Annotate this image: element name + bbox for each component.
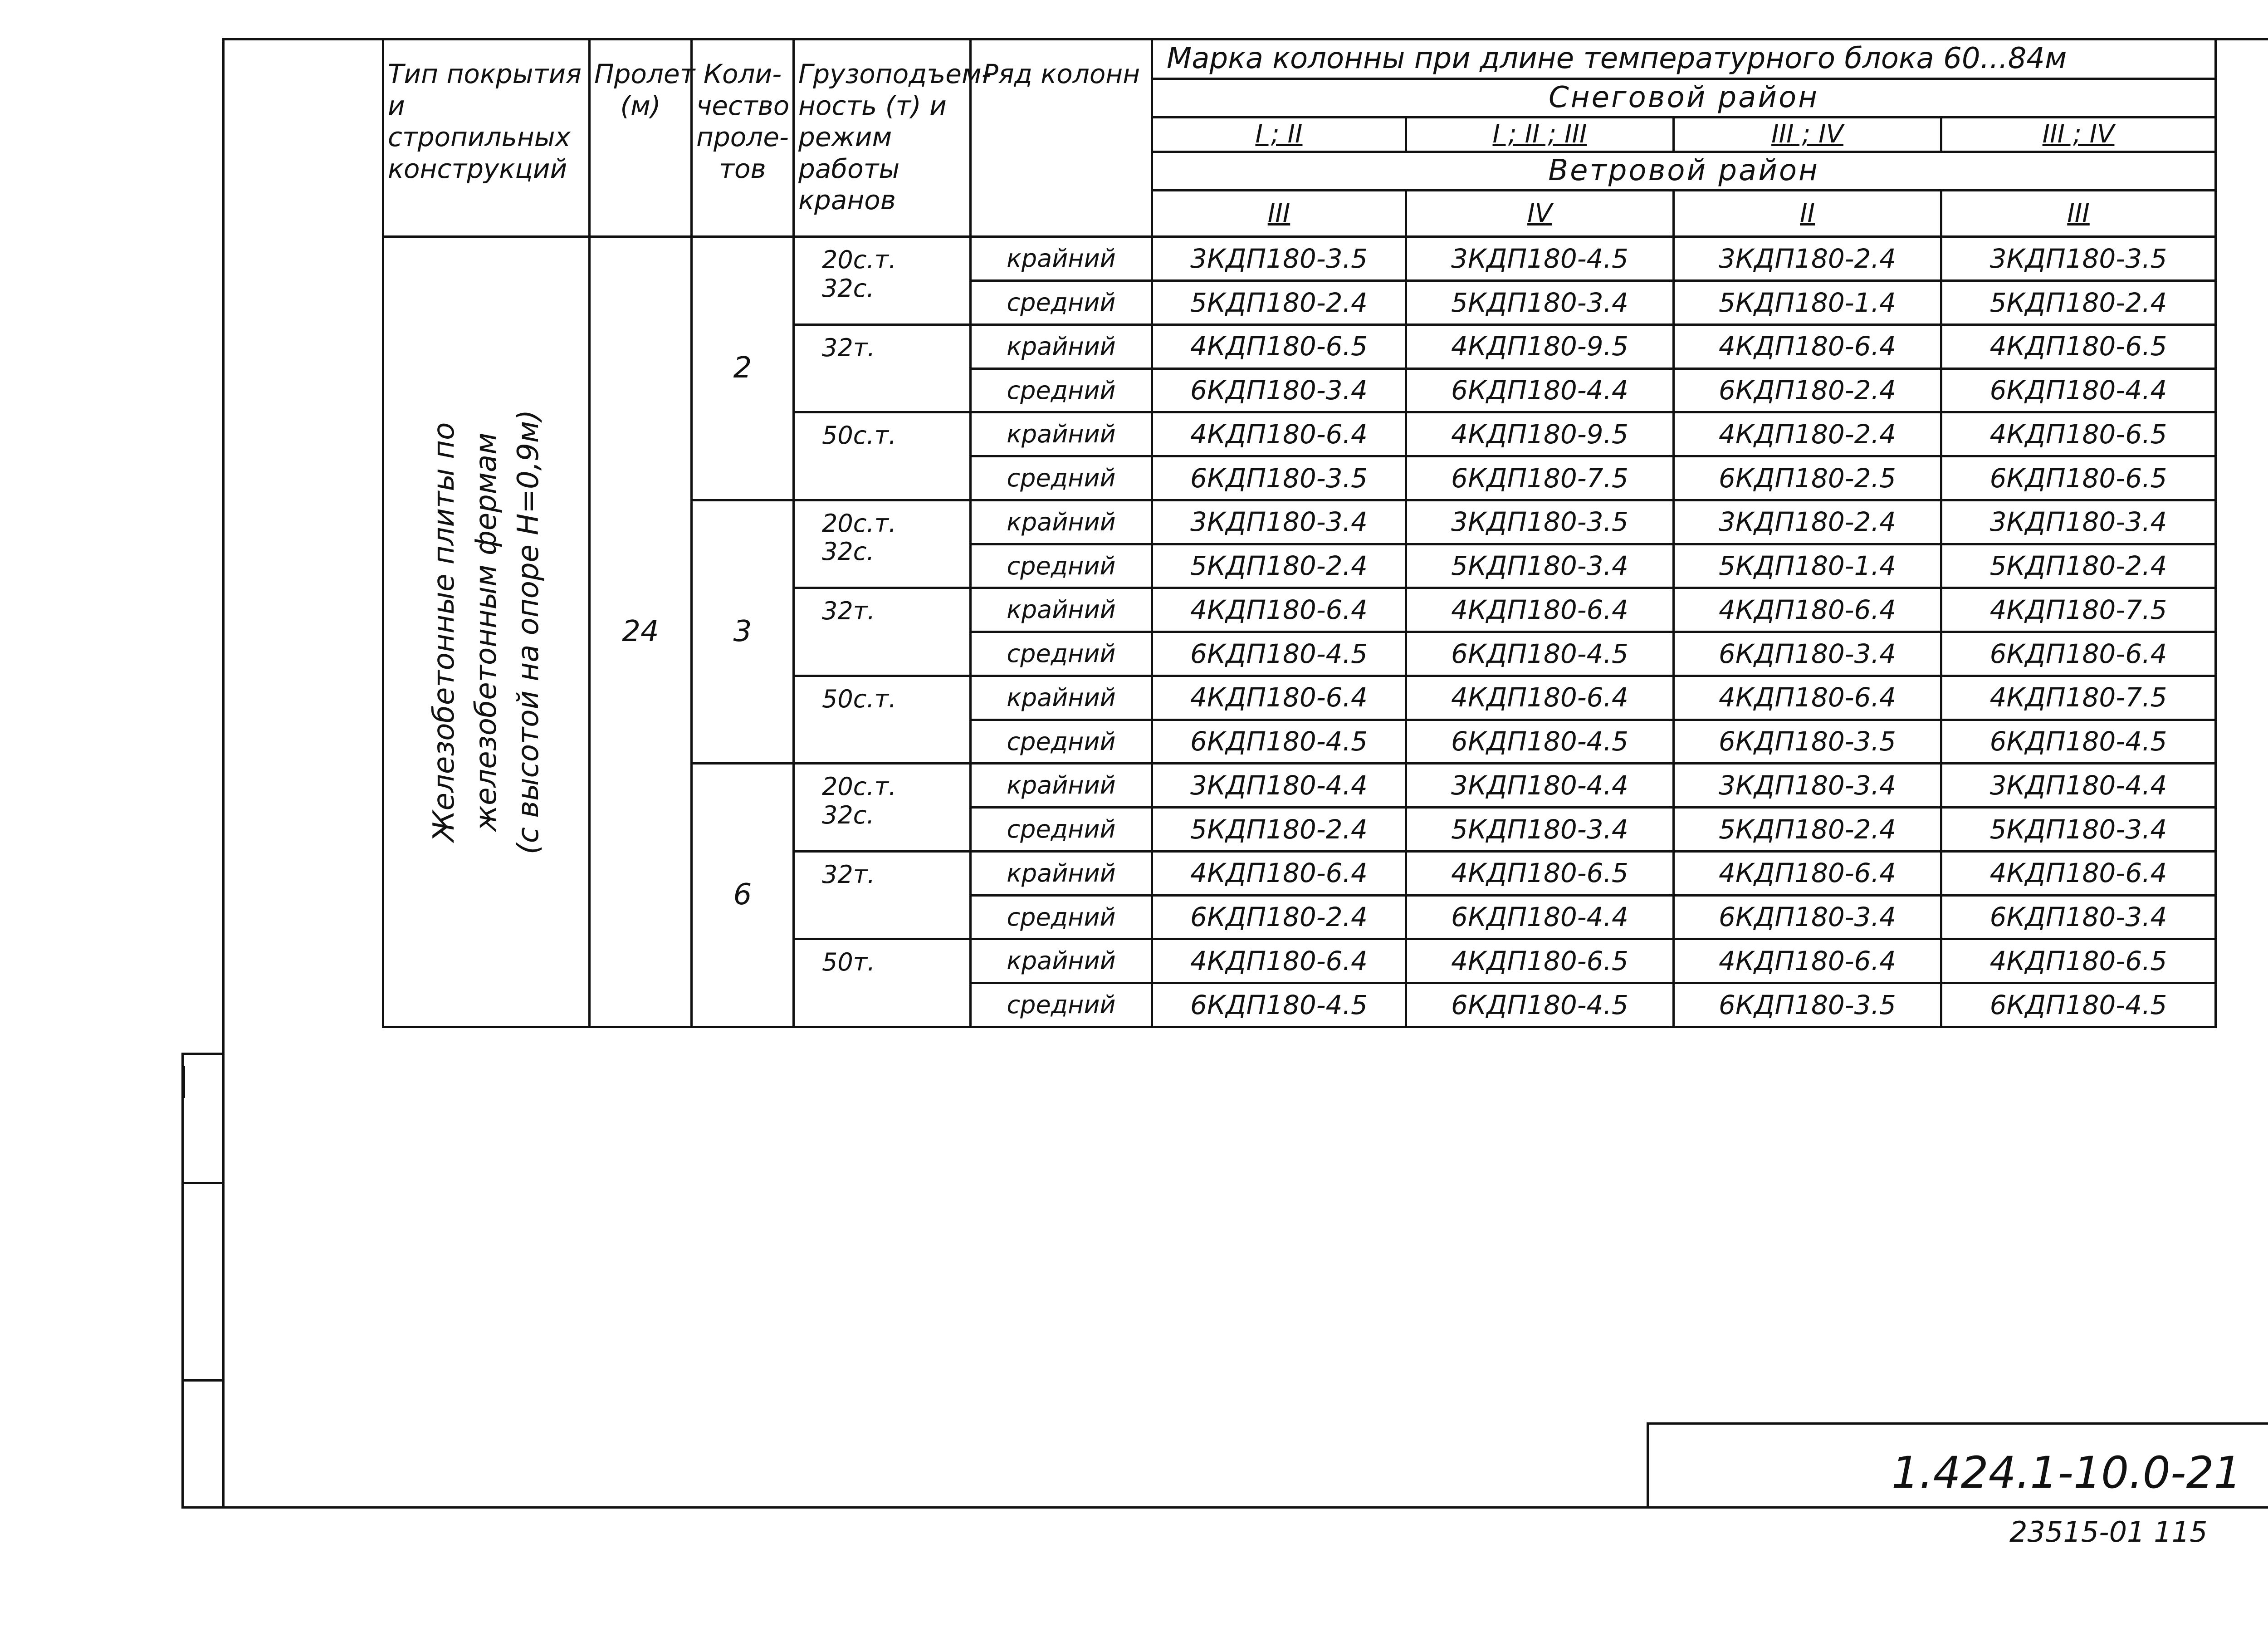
column-mark: 6КДП180-3.5 bbox=[1674, 983, 1941, 1027]
column-mark: 5КДП180-2.4 bbox=[1152, 544, 1406, 588]
column-mark: 6КДП180-4.4 bbox=[1406, 895, 1674, 939]
wind-region-value: II bbox=[1674, 191, 1941, 237]
column-mark: 6КДП180-7.5 bbox=[1406, 456, 1674, 500]
column-mark: 6КДП180-3.4 bbox=[1674, 632, 1941, 676]
column-mark: 3КДП180-4.5 bbox=[1406, 237, 1674, 281]
snow-region-value: I ; II ; III bbox=[1406, 118, 1674, 152]
column-mark: 3КДП180-3.4 bbox=[1674, 764, 1941, 808]
snow-region-value: I ; II bbox=[1152, 118, 1406, 152]
column-mark: 4КДП180-6.5 bbox=[1941, 412, 2216, 456]
header-wind-region: Ветровой район bbox=[1152, 152, 2216, 190]
column-mark: 5КДП180-1.4 bbox=[1674, 281, 1941, 325]
column-mark: 5КДП180-2.4 bbox=[1152, 281, 1406, 325]
column-mark: 6КДП180-3.5 bbox=[1152, 456, 1406, 500]
snow-region-value: III ; IV bbox=[1941, 118, 2216, 152]
column-marks-table bbox=[382, 38, 2217, 1028]
column-mark: 4КДП180-6.4 bbox=[1152, 412, 1406, 456]
crane-load-value: 20с.т. 32с. bbox=[794, 764, 971, 852]
roof-type-line: железобетонным фермам bbox=[469, 432, 503, 832]
span-count-value: 6 bbox=[692, 764, 794, 1027]
span-count-value: 3 bbox=[692, 500, 794, 764]
column-mark: 4КДП180-6.4 bbox=[1152, 676, 1406, 720]
column-mark: 3КДП180-4.4 bbox=[1152, 764, 1406, 808]
header-roof-type: Тип покрытия и стропильных конструкций bbox=[383, 39, 590, 237]
crane-load-value: 20с.т. 32с. bbox=[794, 500, 971, 588]
column-mark: 6КДП180-6.5 bbox=[1941, 456, 2216, 500]
header-snow-region: Снеговой район bbox=[1152, 78, 2216, 117]
binding-strip-tick-2 bbox=[181, 1182, 223, 1184]
column-mark: 4КДП180-6.5 bbox=[1152, 324, 1406, 368]
table-row bbox=[383, 237, 2216, 281]
column-row-label: крайний bbox=[971, 237, 1152, 281]
column-mark: 4КДП180-7.5 bbox=[1941, 588, 2216, 632]
table-body bbox=[383, 39, 2216, 1027]
column-row-label: средний bbox=[971, 720, 1152, 764]
column-mark: 6КДП180-2.5 bbox=[1674, 456, 1941, 500]
column-mark: 4КДП180-6.4 bbox=[1674, 588, 1941, 632]
header-span: Пролет (м) bbox=[590, 39, 692, 237]
title-block-left bbox=[1647, 1422, 1649, 1509]
column-mark: 5КДП180-3.4 bbox=[1406, 281, 1674, 325]
column-mark: 6КДП180-4.4 bbox=[1941, 368, 2216, 412]
column-row-label: средний bbox=[971, 895, 1152, 939]
column-mark: 6КДП180-3.4 bbox=[1152, 368, 1406, 412]
wind-region-value: III bbox=[1941, 191, 2216, 237]
column-row-label: средний bbox=[971, 808, 1152, 852]
column-mark: 4КДП180-6.4 bbox=[1406, 588, 1674, 632]
crane-load-value: 50с.т. bbox=[794, 676, 971, 764]
column-mark: 4КДП180-9.5 bbox=[1406, 324, 1674, 368]
column-row-label: средний bbox=[971, 456, 1152, 500]
column-mark: 3КДП180-2.4 bbox=[1674, 500, 1941, 544]
column-mark: 4КДП180-6.5 bbox=[1941, 939, 2216, 983]
column-mark: 4КДП180-6.4 bbox=[1674, 939, 1941, 983]
column-mark: 5КДП180-2.4 bbox=[1152, 808, 1406, 852]
column-mark: 3КДП180-4.4 bbox=[1941, 764, 2216, 808]
column-mark: 6КДП180-4.5 bbox=[1406, 632, 1674, 676]
column-mark: 4КДП180-6.4 bbox=[1152, 939, 1406, 983]
binding-strip-line bbox=[181, 1053, 184, 1509]
column-row-label: крайний bbox=[971, 588, 1152, 632]
wind-region-value: IV bbox=[1406, 191, 1674, 237]
column-mark: 5КДП180-1.4 bbox=[1674, 544, 1941, 588]
column-mark: 6КДП180-4.5 bbox=[1152, 720, 1406, 764]
roof-type-line: Железобетонные плиты по bbox=[427, 422, 461, 842]
column-mark: 5КДП180-2.4 bbox=[1941, 544, 2216, 588]
binding-strip-tick-3 bbox=[181, 1379, 223, 1382]
header-column-row: Ряд колонн bbox=[971, 39, 1152, 237]
column-mark: 6КДП180-2.4 bbox=[1152, 895, 1406, 939]
column-mark: 3КДП180-3.5 bbox=[1406, 500, 1674, 544]
column-mark: 6КДП180-4.5 bbox=[1406, 983, 1674, 1027]
column-row-label: средний bbox=[971, 368, 1152, 412]
column-mark: 4КДП180-6.4 bbox=[1674, 851, 1941, 895]
crane-load-value: 32т. bbox=[794, 588, 971, 676]
column-mark: 5КДП180-3.4 bbox=[1406, 544, 1674, 588]
column-mark: 4КДП180-6.4 bbox=[1674, 324, 1941, 368]
column-row-label: крайний bbox=[971, 764, 1152, 808]
frame-left-border bbox=[222, 38, 225, 1508]
column-mark: 3КДП180-4.4 bbox=[1406, 764, 1674, 808]
wind-region-value: III bbox=[1152, 191, 1406, 237]
column-mark: 6КДП180-6.4 bbox=[1941, 632, 2216, 676]
header-span-count: Коли- чество проле- тов bbox=[692, 39, 794, 237]
column-mark: 3КДП180-2.4 bbox=[1674, 237, 1941, 281]
column-mark: 4КДП180-6.4 bbox=[1941, 851, 2216, 895]
column-mark: 4КДП180-9.5 bbox=[1406, 412, 1674, 456]
column-mark: 4КДП180-6.4 bbox=[1406, 676, 1674, 720]
column-row-label: крайний bbox=[971, 412, 1152, 456]
column-row-label: средний bbox=[971, 632, 1152, 676]
column-mark: 5КДП180-3.4 bbox=[1941, 808, 2216, 852]
inventory-number: 23515-01 115 bbox=[2009, 1515, 2208, 1549]
crane-load-value: 32т. bbox=[794, 851, 971, 939]
column-mark: 6КДП180-3.4 bbox=[1941, 895, 2216, 939]
column-mark: 4КДП180-2.4 bbox=[1674, 412, 1941, 456]
column-mark: 6КДП180-4.5 bbox=[1941, 983, 2216, 1027]
crane-load-value: 50с.т. bbox=[794, 412, 971, 500]
title-block-top bbox=[1647, 1422, 2268, 1425]
span-value: 24 bbox=[590, 237, 692, 1027]
crane-load-value: 20с.т. 32с. bbox=[794, 237, 971, 325]
column-mark: 3КДП180-3.5 bbox=[1152, 237, 1406, 281]
snow-region-value: III ; IV bbox=[1674, 118, 1941, 152]
column-mark: 5КДП180-2.4 bbox=[1941, 281, 2216, 325]
column-mark: 3КДП180-3.4 bbox=[1152, 500, 1406, 544]
column-row-label: крайний bbox=[971, 851, 1152, 895]
roof-type-cell bbox=[383, 237, 590, 1027]
roof-type-line: (с высотой на опоре H=0,9м) bbox=[511, 409, 545, 854]
column-mark: 4КДП180-6.4 bbox=[1152, 851, 1406, 895]
column-mark: 6КДП180-2.4 bbox=[1674, 368, 1941, 412]
column-row-label: средний bbox=[971, 544, 1152, 588]
column-row-label: крайний bbox=[971, 500, 1152, 544]
column-row-label: крайний bbox=[971, 324, 1152, 368]
roof-type-text bbox=[423, 410, 549, 854]
column-mark: 6КДП180-3.5 bbox=[1674, 720, 1941, 764]
span-count-value: 2 bbox=[692, 237, 794, 500]
column-mark: 6КДП180-4.5 bbox=[1152, 983, 1406, 1027]
column-mark: 4КДП180-7.5 bbox=[1941, 676, 2216, 720]
column-mark: 4КДП180-6.4 bbox=[1152, 588, 1406, 632]
column-mark: 4КДП180-6.4 bbox=[1674, 676, 1941, 720]
column-mark: 4КДП180-6.5 bbox=[1941, 324, 2216, 368]
column-mark: 5КДП180-3.4 bbox=[1406, 808, 1674, 852]
frame-bottom-border bbox=[181, 1506, 2268, 1509]
column-mark: 6КДП180-4.5 bbox=[1406, 720, 1674, 764]
crane-load-value: 32т. bbox=[794, 324, 971, 412]
column-mark: 3КДП180-3.4 bbox=[1941, 500, 2216, 544]
column-mark: 6КДП180-4.5 bbox=[1152, 632, 1406, 676]
column-mark: 4КДП180-6.5 bbox=[1406, 939, 1674, 983]
column-mark: 5КДП180-2.4 bbox=[1674, 808, 1941, 852]
column-mark: 6КДП180-4.5 bbox=[1941, 720, 2216, 764]
column-mark: 3КДП180-3.5 bbox=[1941, 237, 2216, 281]
crane-load-value: 50т. bbox=[794, 939, 971, 1027]
binding-strip-tick-1 bbox=[181, 1053, 223, 1055]
column-row-label: средний bbox=[971, 281, 1152, 325]
column-row-label: крайний bbox=[971, 939, 1152, 983]
column-mark: 4КДП180-6.5 bbox=[1406, 851, 1674, 895]
header-mark-title: Марка колонны при длине температурного блока 60...84м bbox=[1152, 39, 2216, 79]
column-mark: 6КДП180-3.4 bbox=[1674, 895, 1941, 939]
left-edge-mark bbox=[184, 1066, 185, 1098]
column-mark: 6КДП180-4.4 bbox=[1406, 368, 1674, 412]
header-crane-capacity: Грузоподъем- ность (т) и режим работы кранов bbox=[794, 39, 971, 237]
document-code: 1.424.1-10.0-21 bbox=[1892, 1447, 2242, 1498]
column-row-label: средний bbox=[971, 983, 1152, 1027]
column-row-label: крайний bbox=[971, 676, 1152, 720]
